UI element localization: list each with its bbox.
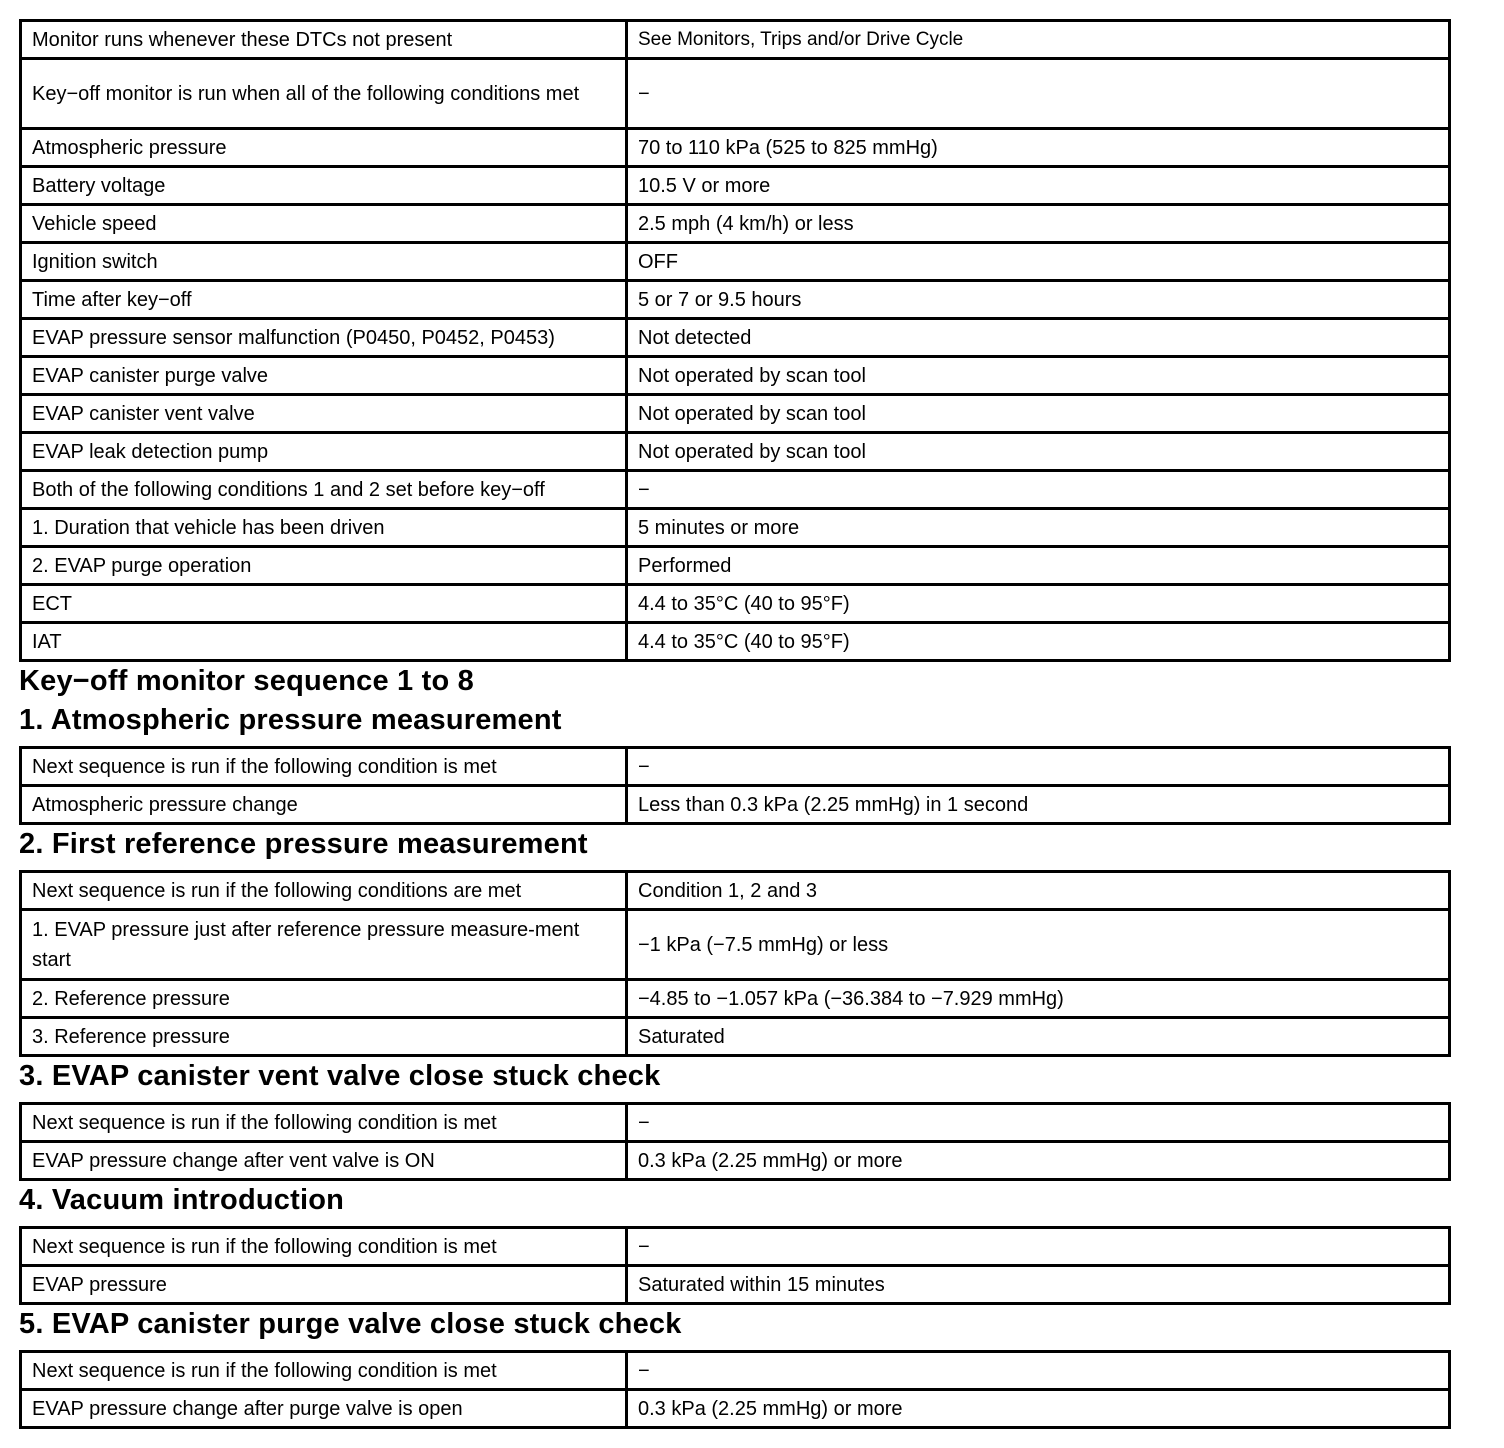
section-table: [19, 1350, 1451, 1429]
condition-value: Less than 0.3 kPa (2.25 mmHg) in 1 second: [627, 786, 1450, 824]
table-row: [21, 872, 1450, 910]
table-row: [21, 1228, 1450, 1266]
condition-label: 2. EVAP purge operation: [21, 547, 627, 585]
section-title: 5. EVAP canister purge valve close stuck check: [19, 1308, 682, 1340]
table-row: [21, 910, 1450, 980]
condition-label: 3. Reference pressure: [21, 1018, 627, 1056]
section-table: [19, 870, 1451, 1057]
condition-label: IAT: [21, 623, 627, 661]
table-row: [21, 395, 1450, 433]
table-row: [21, 547, 1450, 585]
condition-value: Saturated: [627, 1018, 1450, 1056]
table-row: [21, 509, 1450, 547]
condition-label: Vehicle speed: [21, 205, 627, 243]
condition-value: −: [627, 1352, 1450, 1390]
condition-value: Not operated by scan tool: [627, 357, 1450, 395]
section-title: 4. Vacuum introduction: [19, 1184, 345, 1216]
table-row: [21, 1390, 1450, 1428]
section-title: 3. EVAP canister vent valve close stuck check: [19, 1060, 661, 1092]
sequence-heading: Key−off monitor sequence 1 to 8: [19, 665, 474, 697]
section-table: [19, 746, 1451, 825]
table-row: [21, 319, 1450, 357]
condition-value: 4.4 to 35°C (40 to 95°F): [627, 585, 1450, 623]
condition-value: 5 or 7 or 9.5 hours: [627, 281, 1450, 319]
table-row: [21, 1266, 1450, 1304]
table-row: [21, 748, 1450, 786]
condition-label: Atmospheric pressure: [21, 129, 627, 167]
condition-label: Ignition switch: [21, 243, 627, 281]
condition-value: Not detected: [627, 319, 1450, 357]
condition-value: Not operated by scan tool: [627, 395, 1450, 433]
table-row: [21, 1018, 1450, 1056]
condition-label: Battery voltage: [21, 167, 627, 205]
condition-value: −: [627, 1228, 1450, 1266]
document-page: [19, 19, 1451, 1429]
condition-label: ECT: [21, 585, 627, 623]
condition-value: 10.5 V or more: [627, 167, 1450, 205]
condition-value: See Monitors, Trips and/or Drive Cycle: [627, 21, 1450, 59]
condition-value: −4.85 to −1.057 kPa (−36.384 to −7.929 mmHg): [627, 980, 1450, 1018]
condition-value: −1 kPa (−7.5 mmHg) or less: [627, 910, 1450, 980]
condition-label: Time after key−off: [21, 281, 627, 319]
table-row: [21, 980, 1450, 1018]
table-row: [21, 167, 1450, 205]
condition-label: EVAP pressure: [21, 1266, 627, 1304]
condition-label: Next sequence is run if the following condition is met: [21, 1352, 627, 1390]
table-row: [21, 623, 1450, 661]
condition-label: Next sequence is run if the following condition is met: [21, 1104, 627, 1142]
section-table: [19, 1226, 1451, 1305]
condition-label: Next sequence is run if the following condition is met: [21, 1228, 627, 1266]
condition-value: 0.3 kPa (2.25 mmHg) or more: [627, 1390, 1450, 1428]
condition-label: Monitor runs whenever these DTCs not present: [21, 21, 627, 59]
section-title: 2. First reference pressure measurement: [19, 828, 588, 860]
condition-label: Key−off monitor is run when all of the following conditions met: [21, 59, 627, 129]
condition-value: Performed: [627, 547, 1450, 585]
table-row: [21, 585, 1450, 623]
condition-label: EVAP pressure sensor malfunction (P0450, P0452, P0453): [21, 319, 627, 357]
condition-label: EVAP canister purge valve: [21, 357, 627, 395]
condition-label: EVAP leak detection pump: [21, 433, 627, 471]
condition-value: 70 to 110 kPa (525 to 825 mmHg): [627, 129, 1450, 167]
condition-label: EVAP pressure change after vent valve is ON: [21, 1142, 627, 1180]
condition-value: −: [627, 471, 1450, 509]
condition-label: 2. Reference pressure: [21, 980, 627, 1018]
condition-label: Atmospheric pressure change: [21, 786, 627, 824]
condition-value: 2.5 mph (4 km/h) or less: [627, 205, 1450, 243]
table-row: [21, 21, 1450, 59]
table-row: [21, 471, 1450, 509]
condition-label: EVAP pressure change after purge valve is open: [21, 1390, 627, 1428]
condition-value: Not operated by scan tool: [627, 433, 1450, 471]
condition-value: 4.4 to 35°C (40 to 95°F): [627, 623, 1450, 661]
table-row: [21, 59, 1450, 129]
condition-value: 5 minutes or more: [627, 509, 1450, 547]
table-row: [21, 129, 1450, 167]
condition-value: Condition 1, 2 and 3: [627, 872, 1450, 910]
condition-label: Both of the following conditions 1 and 2 set before key−off: [21, 471, 627, 509]
section-table: [19, 1102, 1451, 1181]
table-row: [21, 1142, 1450, 1180]
condition-value: −: [627, 1104, 1450, 1142]
condition-label: Next sequence is run if the following condition is met: [21, 748, 627, 786]
condition-value: Saturated within 15 minutes: [627, 1266, 1450, 1304]
condition-label: EVAP canister vent valve: [21, 395, 627, 433]
section-title: 1. Atmospheric pressure measurement: [19, 704, 562, 736]
condition-value: 0.3 kPa (2.25 mmHg) or more: [627, 1142, 1450, 1180]
table-row: [21, 205, 1450, 243]
table-row: [21, 243, 1450, 281]
condition-value: −: [627, 59, 1450, 129]
table-row: [21, 433, 1450, 471]
condition-label: Next sequence is run if the following conditions are met: [21, 872, 627, 910]
table-row: [21, 281, 1450, 319]
condition-value: OFF: [627, 243, 1450, 281]
condition-label: 1. EVAP pressure just after reference pressure measure-ment start: [21, 910, 627, 980]
condition-value: −: [627, 748, 1450, 786]
condition-label: 1. Duration that vehicle has been driven: [21, 509, 627, 547]
table-row: [21, 1352, 1450, 1390]
table-row: [21, 786, 1450, 824]
table-row: [21, 1104, 1450, 1142]
table-row: [21, 357, 1450, 395]
monitor-conditions-table: [19, 19, 1451, 662]
